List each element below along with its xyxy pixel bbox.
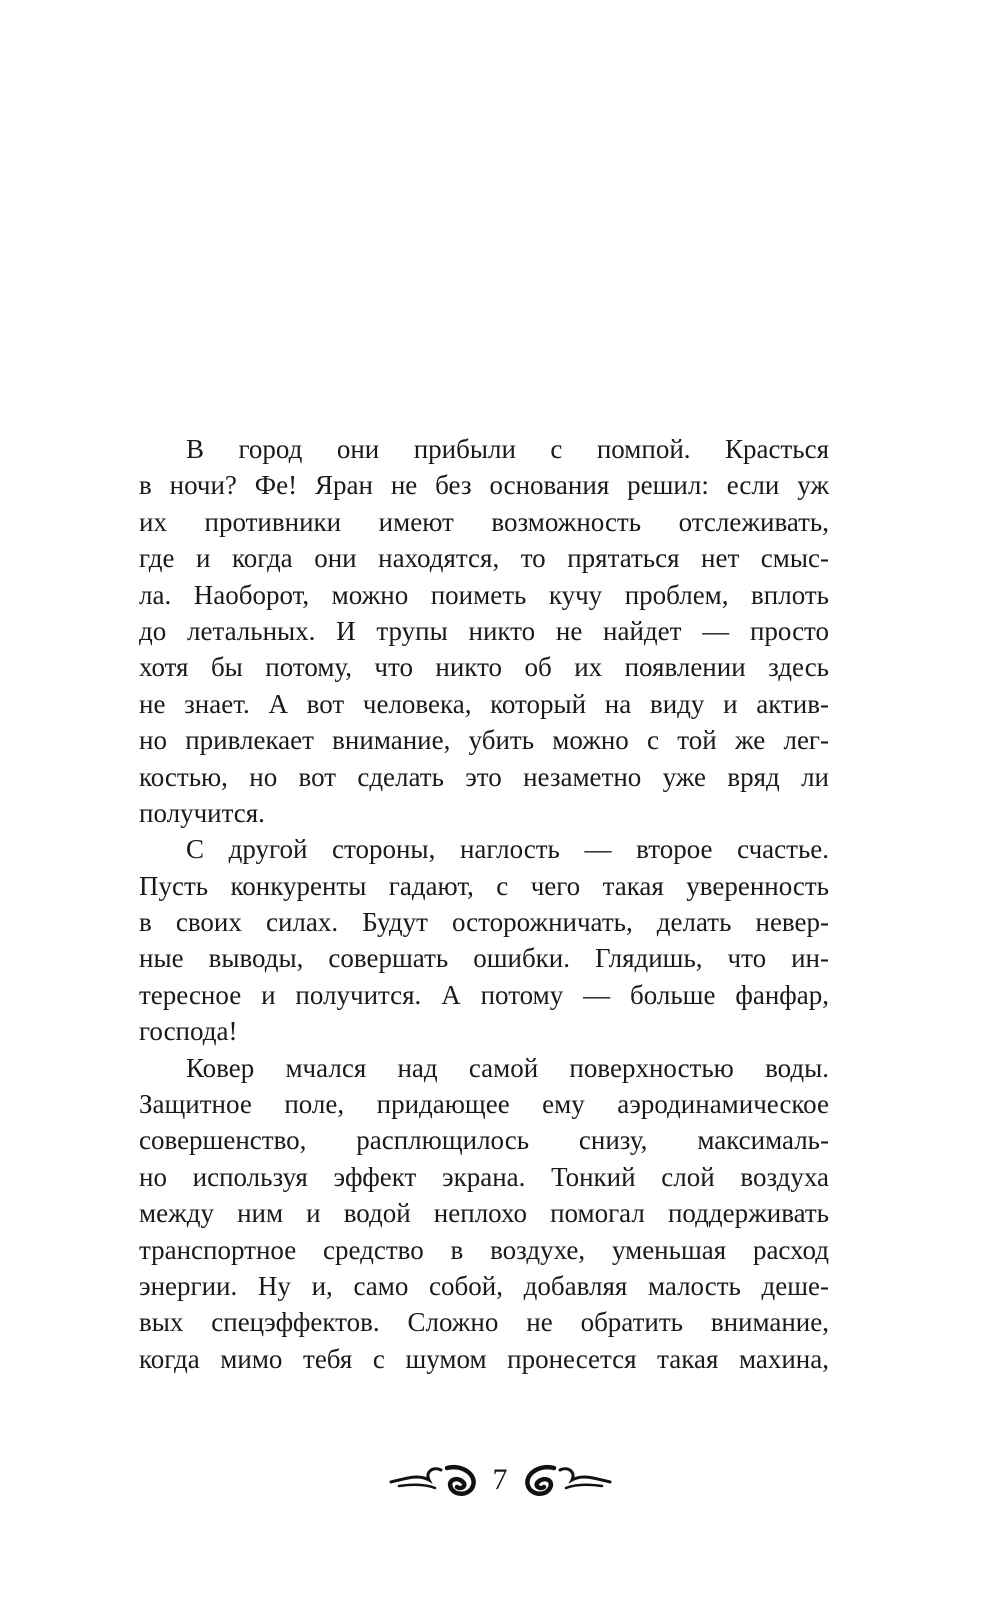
- paragraph-2: [139, 831, 829, 1049]
- text-line: но привлекает внимание, убить можно с той же лег-: [139, 725, 829, 756]
- text-line: в своих силах. Будут осторожничать, делать невер-: [139, 907, 829, 938]
- text-line: тересное и получится. А потому — больше фанфар,: [139, 979, 829, 1010]
- text-line: между ним и водой неплохо помогал поддерживать: [139, 1198, 829, 1229]
- text-line: в ночи? Фе! Яран не без основания решил: если уж: [139, 470, 829, 501]
- text-line: до летальных. И трупы никто не найдет — просто: [139, 615, 829, 646]
- text-line: ла. Наоборот, можно поиметь кучу проблем, вплоть: [139, 579, 829, 610]
- text-line: хотя бы потому, что никто об их появлении здесь: [139, 652, 829, 683]
- text-line: получится.: [139, 797, 265, 828]
- text-line: ные выводы, совершать ошибки. Глядишь, что ин-: [139, 943, 829, 974]
- flourish-left-icon: [389, 1460, 481, 1500]
- page-number: 7: [492, 1463, 508, 1496]
- text-line: совершенство, расплющилось снизу, максималь-: [139, 1125, 829, 1156]
- page-body: [139, 431, 829, 1377]
- text-line: но используя эффект экрана. Тонкий слой воздуха: [139, 1161, 829, 1192]
- text-line: их противники имеют возможность отслеживать,: [139, 506, 829, 537]
- text-line: Пусть конкуренты гадают, с чего такая уверенность: [139, 870, 829, 901]
- text-line: когда мимо тебя с шумом пронесется такая махина,: [139, 1343, 829, 1374]
- text-line: где и когда они находятся, то прятаться нет смыс-: [139, 543, 829, 574]
- text-line: вых спецэффектов. Сложно не обратить внимание,: [139, 1307, 829, 1338]
- text-line: транспортное средство в воздухе, уменьшая расход: [139, 1234, 829, 1265]
- paragraph-3: [139, 1050, 829, 1378]
- text-line: Ковер мчался над самой поверхностью воды.: [186, 1052, 829, 1083]
- text-line: Защитное поле, придающее ему аэродинамическое: [139, 1089, 829, 1120]
- flourish-right-icon: [520, 1460, 612, 1500]
- text-line: В город они прибыли с помпой. Красться: [186, 434, 829, 464]
- text-line: С другой стороны, наглость — второе счастье.: [186, 834, 829, 865]
- text-line: не знает. А вот человека, который на виду и актив-: [139, 688, 829, 719]
- paragraph-1: [139, 431, 829, 831]
- text-line: господа!: [139, 1016, 238, 1047]
- page-footer: [0, 1452, 1000, 1508]
- text-line: энергии. Ну и, само собой, добавляя малость деше-: [139, 1270, 829, 1301]
- text-line: костью, но вот сделать это незаметно уже вряд ли: [139, 761, 829, 792]
